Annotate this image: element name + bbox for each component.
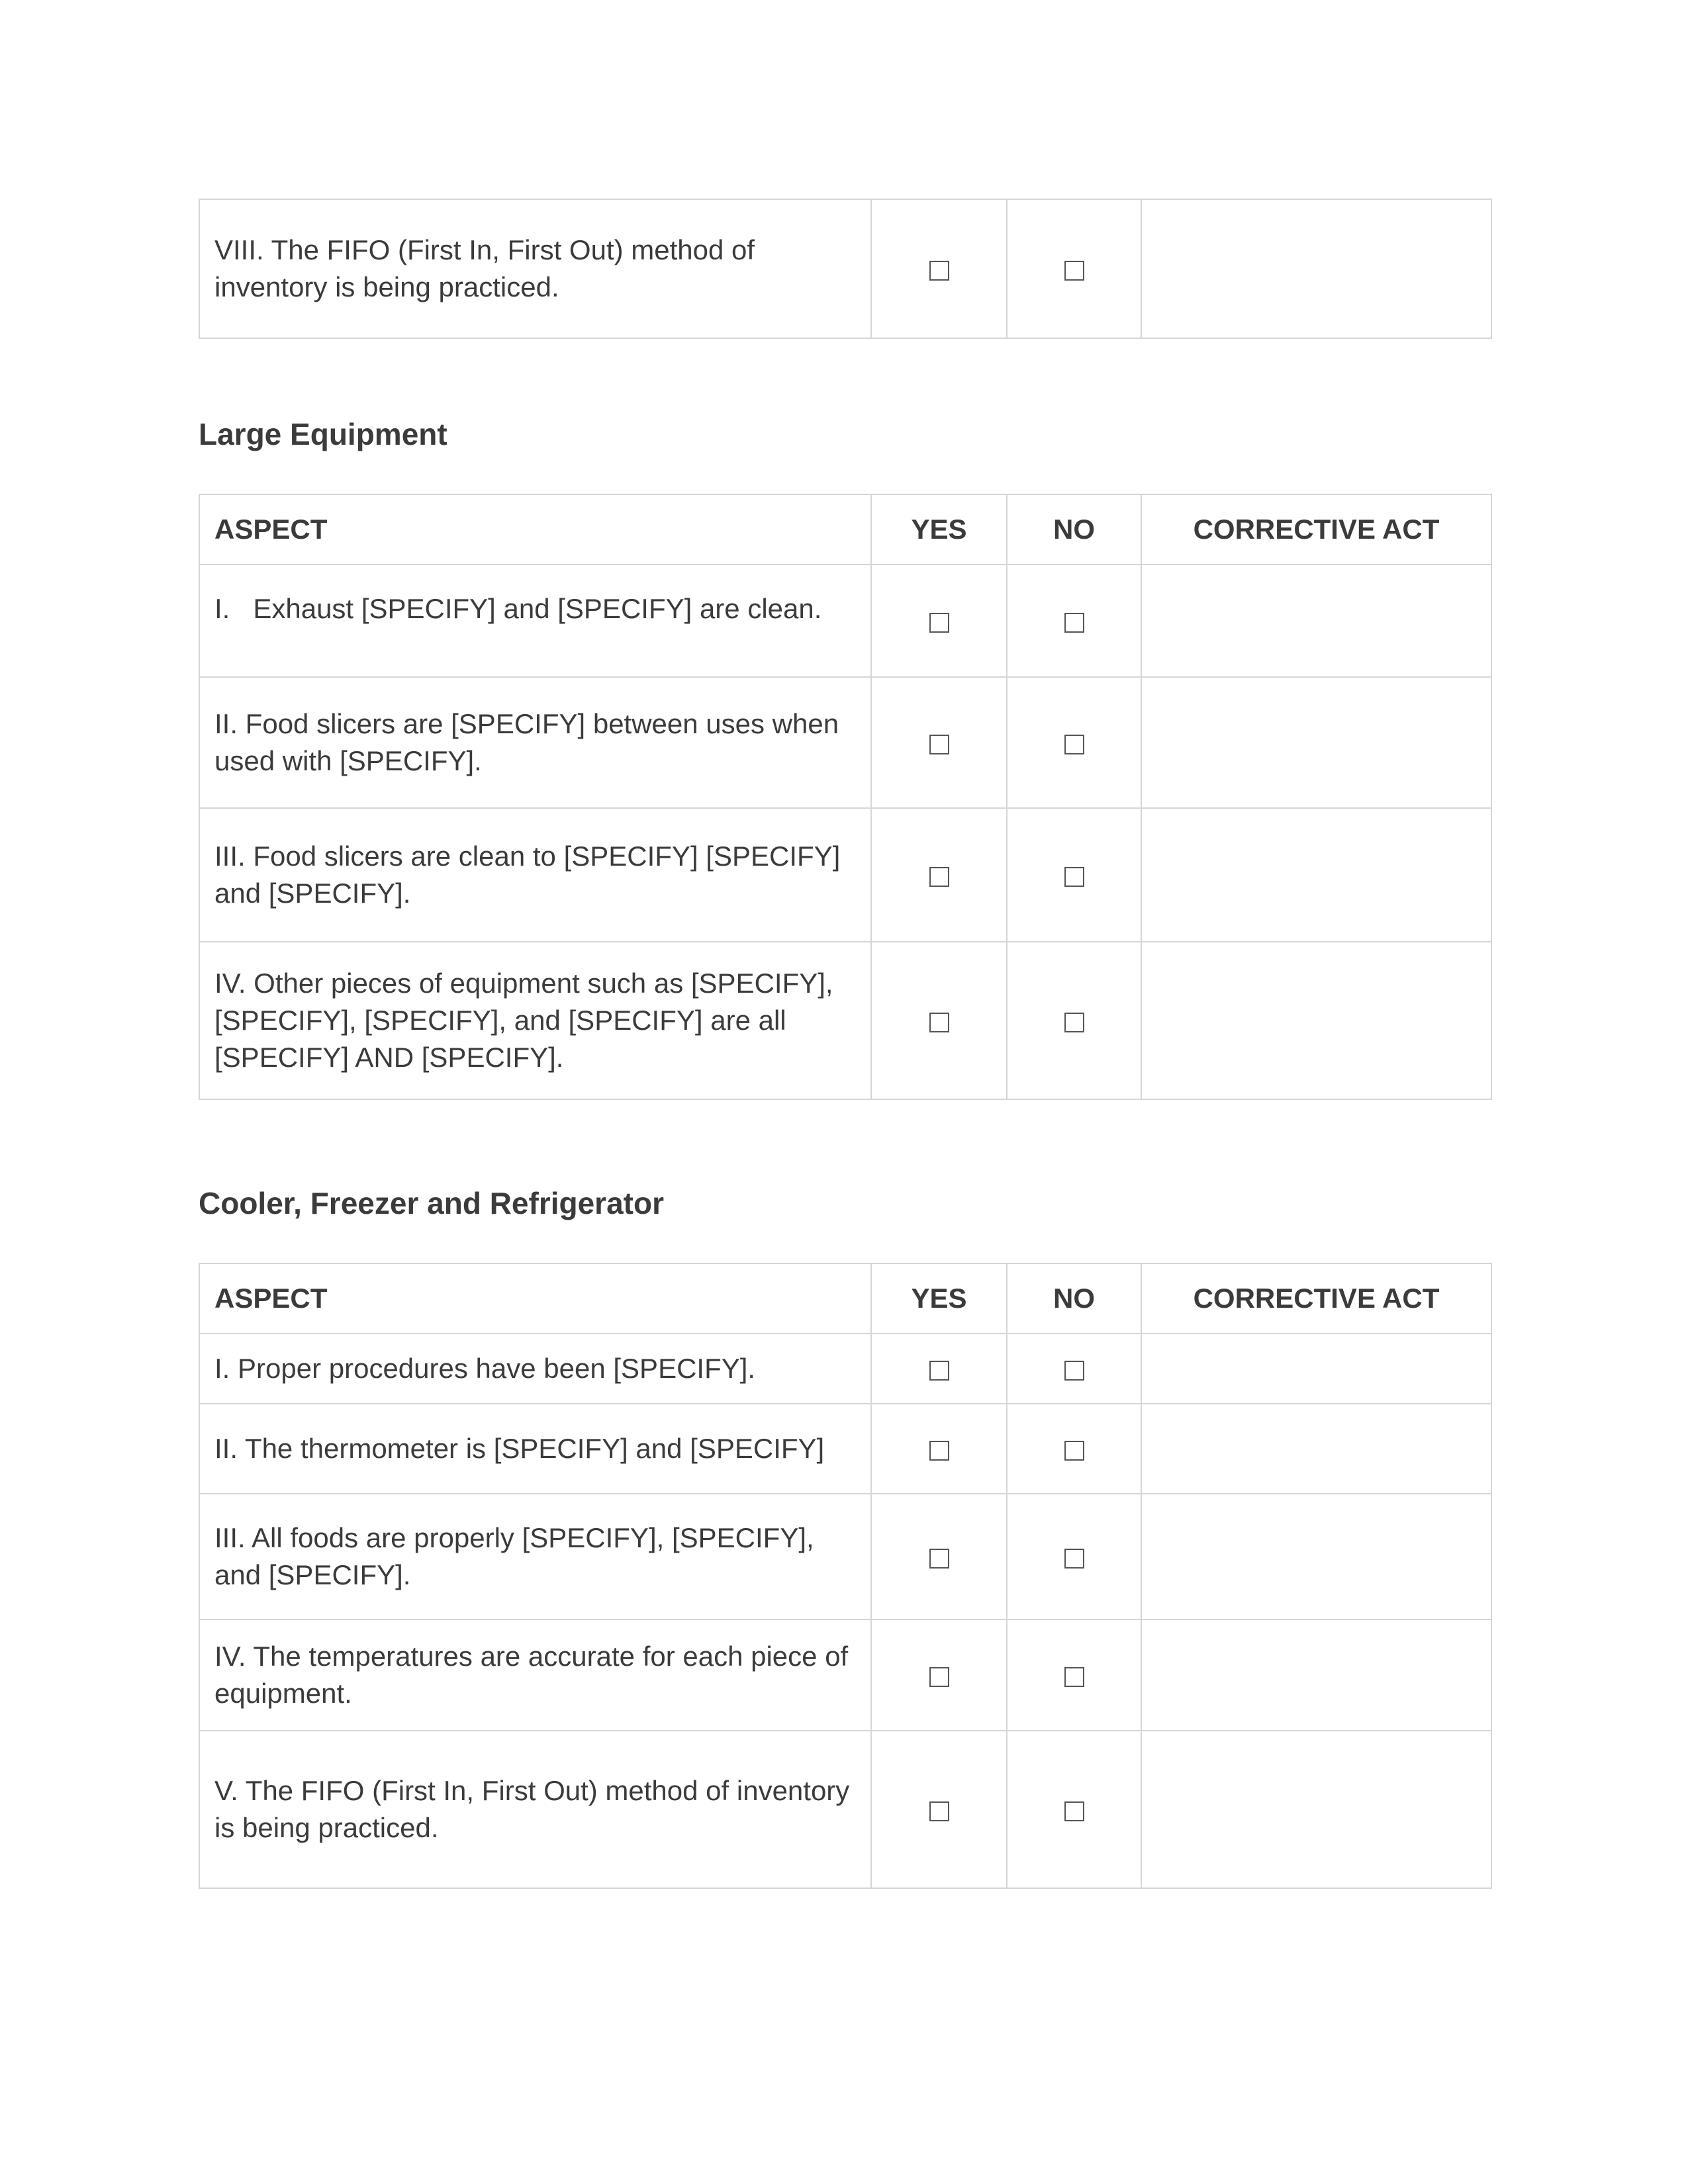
yes-cell xyxy=(871,1619,1007,1731)
aspect-cell xyxy=(199,677,871,808)
no-cell xyxy=(1007,1619,1141,1731)
yes-checkbox[interactable] xyxy=(929,1441,949,1461)
aspect-cell xyxy=(199,565,871,677)
section-title-large-equipment: Large Equipment xyxy=(199,417,447,451)
header-corrective-act: CORRECTIVE ACT xyxy=(1141,494,1491,565)
no-cell xyxy=(1007,942,1141,1099)
header-corrective-act: CORRECTIVE ACT xyxy=(1141,1263,1491,1334)
no-checkbox[interactable] xyxy=(1064,1801,1084,1821)
aspect-text: V. The FIFO (First In, First Out) method of inventory is being practiced. xyxy=(214,1775,850,1843)
header-no: NO xyxy=(1007,494,1141,565)
aspect-text: IV. The temperatures are accurate for each piece of equipment. xyxy=(214,1641,849,1709)
table-row xyxy=(199,1619,1491,1731)
no-cell xyxy=(1007,199,1141,338)
corrective-action-cell[interactable] xyxy=(1141,199,1491,338)
aspect-cell xyxy=(199,199,871,338)
header-yes: YES xyxy=(871,494,1007,565)
yes-cell xyxy=(871,565,1007,677)
table-row xyxy=(199,1404,1491,1494)
aspect-cell xyxy=(199,1619,871,1731)
yes-checkbox[interactable] xyxy=(929,1667,949,1687)
cooler-freezer-refrigerator-table xyxy=(199,1263,1492,1889)
yes-checkbox[interactable] xyxy=(929,1361,949,1381)
aspect-cell xyxy=(199,808,871,942)
aspect-cell xyxy=(199,1404,871,1494)
corrective-action-cell[interactable] xyxy=(1141,942,1491,1099)
corrective-action-cell[interactable] xyxy=(1141,1494,1491,1619)
aspect-text: II. The thermometer is [SPECIFY] and [SPECIFY] xyxy=(214,1433,825,1464)
aspect-cell xyxy=(199,1334,871,1404)
header-aspect: ASPECT xyxy=(199,1263,871,1334)
aspect-text: III. All foods are properly [SPECIFY], [SPECIFY], and [SPECIFY]. xyxy=(214,1522,814,1590)
aspect-text: I. Exhaust [SPECIFY] and [SPECIFY] are clean. xyxy=(214,593,822,624)
no-cell xyxy=(1007,1494,1141,1619)
aspect-cell xyxy=(199,942,871,1099)
aspect-cell xyxy=(199,1494,871,1619)
corrective-action-cell[interactable] xyxy=(1141,677,1491,808)
yes-checkbox[interactable] xyxy=(929,867,949,887)
yes-cell xyxy=(871,199,1007,338)
header-no: NO xyxy=(1007,1263,1141,1334)
aspect-cell xyxy=(199,1731,871,1888)
no-checkbox[interactable] xyxy=(1064,613,1084,633)
no-checkbox[interactable] xyxy=(1064,1549,1084,1569)
no-checkbox[interactable] xyxy=(1064,1013,1084,1032)
yes-checkbox[interactable] xyxy=(929,613,949,633)
aspect-text: VIII. The FIFO (First In, First Out) method of inventory is being practiced. xyxy=(214,234,755,302)
yes-cell xyxy=(871,1334,1007,1404)
yes-checkbox[interactable] xyxy=(929,735,949,754)
aspect-text: I. Proper procedures have been [SPECIFY]. xyxy=(214,1353,756,1384)
table-header-row xyxy=(199,494,1491,565)
no-checkbox[interactable] xyxy=(1064,1361,1084,1381)
header-aspect: ASPECT xyxy=(199,494,871,565)
no-checkbox[interactable] xyxy=(1064,1441,1084,1461)
corrective-action-cell[interactable] xyxy=(1141,1731,1491,1888)
large-equipment-table xyxy=(199,494,1492,1100)
table-row xyxy=(199,942,1491,1099)
table-row xyxy=(199,199,1491,338)
yes-cell xyxy=(871,942,1007,1099)
yes-cell xyxy=(871,1404,1007,1494)
no-cell xyxy=(1007,565,1141,677)
table-row xyxy=(199,1494,1491,1619)
aspect-text: III. Food slicers are clean to [SPECIFY] [SPECIFY] and [SPECIFY]. xyxy=(214,841,841,909)
section-title-cooler-freezer-refrigerator: Cooler, Freezer and Refrigerator xyxy=(199,1186,664,1220)
corrective-action-cell[interactable] xyxy=(1141,1404,1491,1494)
no-checkbox[interactable] xyxy=(1064,867,1084,887)
header-yes: YES xyxy=(871,1263,1007,1334)
no-cell xyxy=(1007,677,1141,808)
yes-checkbox[interactable] xyxy=(929,1801,949,1821)
yes-cell xyxy=(871,1494,1007,1619)
aspect-text: IV. Other pieces of equipment such as [SPECIFY], [SPECIFY], [SPECIFY], and [SPECIFY] are all [SPECIFY] AND [SPECIFY]. xyxy=(214,968,833,1073)
corrective-action-cell[interactable] xyxy=(1141,1619,1491,1731)
no-cell xyxy=(1007,1731,1141,1888)
table-row xyxy=(199,677,1491,808)
no-checkbox[interactable] xyxy=(1064,735,1084,754)
table-header-row xyxy=(199,1263,1491,1334)
no-cell xyxy=(1007,808,1141,942)
table-row xyxy=(199,1731,1491,1888)
table-row xyxy=(199,565,1491,677)
corrective-action-cell[interactable] xyxy=(1141,1334,1491,1404)
yes-cell xyxy=(871,1731,1007,1888)
corrective-action-cell[interactable] xyxy=(1141,565,1491,677)
table-row xyxy=(199,808,1491,942)
inventory-continuation-table xyxy=(199,199,1492,339)
corrective-action-cell[interactable] xyxy=(1141,808,1491,942)
table-row xyxy=(199,1334,1491,1404)
no-checkbox[interactable] xyxy=(1064,1667,1084,1687)
yes-checkbox[interactable] xyxy=(929,261,949,281)
no-cell xyxy=(1007,1404,1141,1494)
no-checkbox[interactable] xyxy=(1064,261,1084,281)
no-cell xyxy=(1007,1334,1141,1404)
yes-cell xyxy=(871,677,1007,808)
yes-checkbox[interactable] xyxy=(929,1013,949,1032)
aspect-text: II. Food slicers are [SPECIFY] between uses when used with [SPECIFY]. xyxy=(214,708,839,776)
yes-cell xyxy=(871,808,1007,942)
yes-checkbox[interactable] xyxy=(929,1549,949,1569)
